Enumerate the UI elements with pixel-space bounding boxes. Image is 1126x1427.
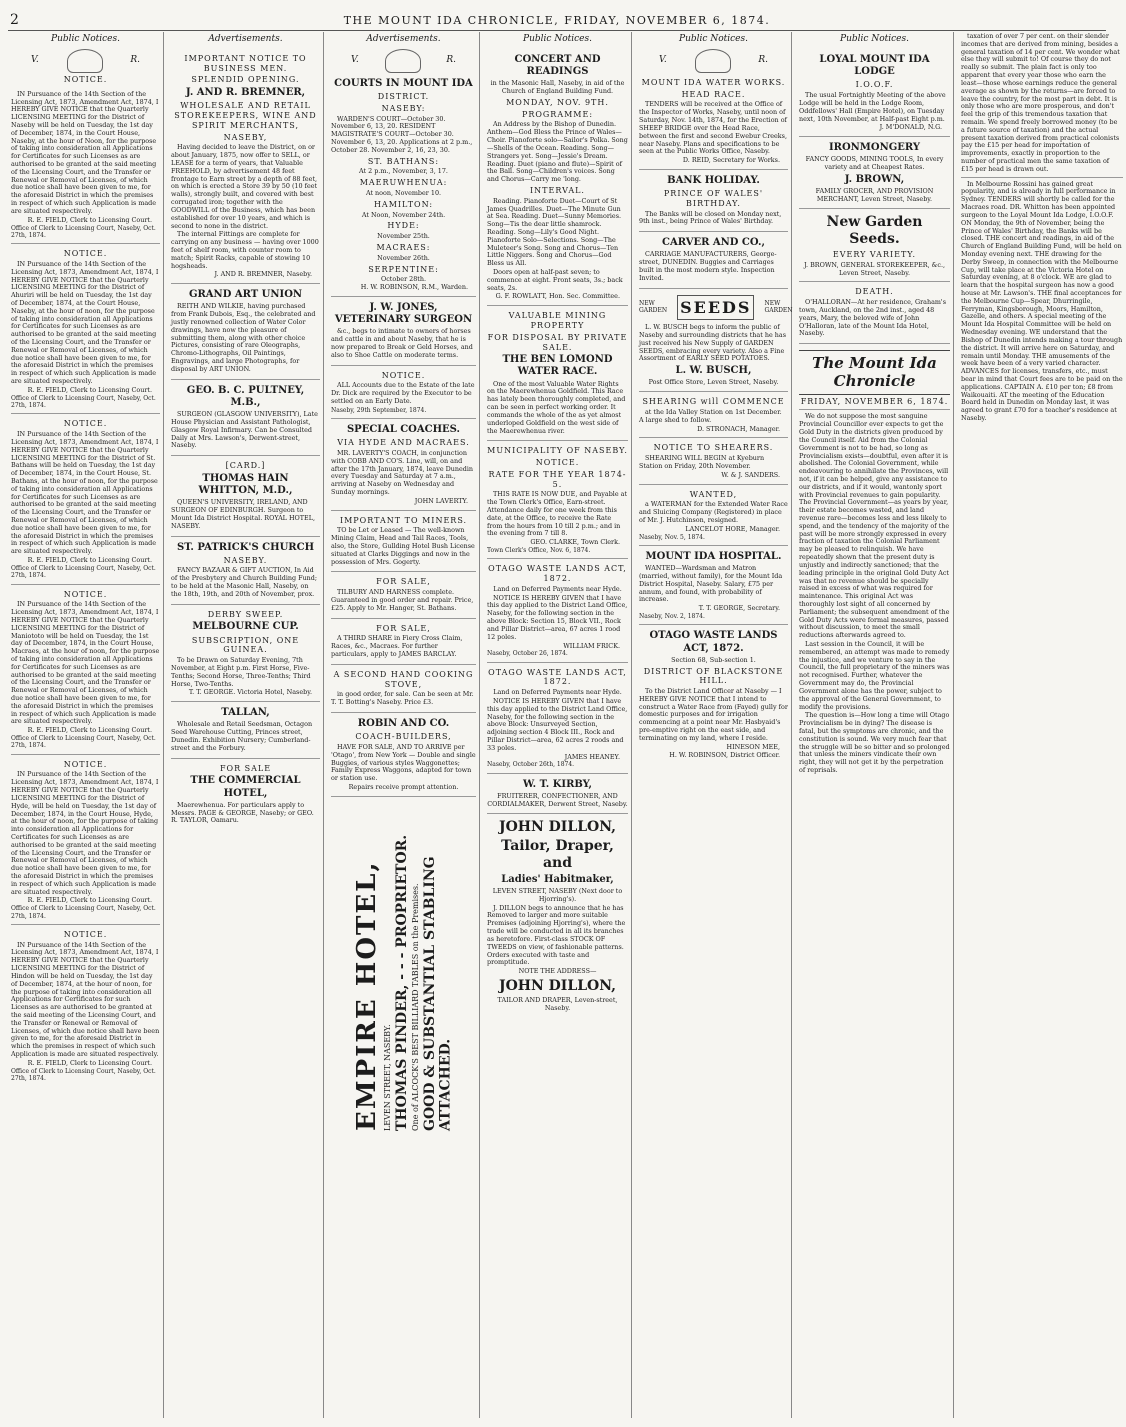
ad-footer: TAILOR AND DRAPER, Leven-street, Naseby. bbox=[497, 996, 618, 1012]
ad-body: The usual Fortnightly Meeting of the above Lodge will be held in the Lodge Room, Oddfellows' Hall (Empire Hotel), on Tuesday next, 10th November, at Half-past Eight p.m. bbox=[799, 91, 946, 123]
royal-crest bbox=[331, 49, 476, 73]
firm-trade: WHOLESALE AND RETAIL STOREKEEPERS, WINE AND SPIRIT MERCHANTS, bbox=[174, 101, 317, 130]
ad-body: The internal Fittings are complete for carrying on any business — having over 1000 feet of shelf room, with counter room to match; Spirit Racks, capable of stowing 10 hogsheads. bbox=[171, 230, 319, 270]
ad-body: NOTICE IS HEREBY GIVEN that I have this day applied to the District Land Office, Naseby, for the following section in the above Block: Unsurveyed Section, adjoining section 4 Block III., Rock and Pillar District—area, 62 acres 2 roods and 33 poles. bbox=[487, 696, 628, 752]
coat-of-arms-icon bbox=[695, 49, 731, 73]
ad-subtitle: Land on Deferred Payments near Hyde. bbox=[493, 584, 622, 593]
firm-place: NASEBY, bbox=[223, 132, 268, 142]
notice-signature: R. E. FIELD, Clerk to Licensing Court. bbox=[27, 215, 152, 224]
court-place: HAMILTON: bbox=[373, 199, 434, 209]
robin-coachbuilders bbox=[331, 713, 476, 797]
concert-date: MONDAY, NOV. 9TH. bbox=[506, 97, 609, 107]
notice-title: NOTICE. bbox=[63, 419, 108, 429]
notice-title: NOTICE. bbox=[63, 759, 108, 769]
ad-signature: JAMES HEANEY. bbox=[564, 752, 620, 761]
ad-name: MELBOURNE CUP. bbox=[192, 621, 299, 633]
ad-title: GEO. B. C. PULTNEY, M.B., bbox=[186, 384, 305, 408]
ad-subtitle: in the Masonic Hall, Naseby, in aid of the Church of England Building Fund. bbox=[490, 79, 625, 96]
ad-title: GRAND ART UNION bbox=[188, 289, 303, 301]
interval-heading: INTERVAL. bbox=[530, 185, 585, 195]
ad-title: W. T. KIRBY, bbox=[522, 778, 593, 790]
ad-signature: J. AND R. BREMNER, Naseby. bbox=[214, 270, 312, 279]
ad-footer: FAMILY GROCER, AND PROVISION MERCHANT, Leven Street, Naseby. bbox=[815, 187, 934, 203]
ad-body: To be Drawn on Saturday Evening, 7th November, at Eight p.m. First Horse, Five-Tenths; Second Horse, Three-Tenths; Third Horse, Two-Tenths. bbox=[171, 656, 311, 688]
ad-date: Naseby, October 26th, 1874. bbox=[487, 761, 575, 769]
ad-title: FOR SALE, bbox=[376, 577, 431, 587]
ad-title: DERBY SWEEP. bbox=[207, 609, 284, 619]
ad-title: New Garden Seeds. bbox=[826, 213, 923, 247]
notice-title: NOTICE. bbox=[63, 589, 108, 599]
ad-place: NASEBY. bbox=[223, 555, 268, 565]
ad-body: To the District Land Officer at Naseby — I HEREBY GIVE NOTICE that I intend to construct a Water Race from (Fayed) gully for domestic purposes and for irrigation commencing at a point near Mr. Hasbyaid's pre-emptive right on the east side, and terminating on my land, where I reside. bbox=[639, 687, 788, 742]
notice-office: Office of Clerk to Licensing Court, Naseby, Oct. 27th, 1874. bbox=[11, 564, 156, 580]
column-6 bbox=[796, 32, 954, 1418]
ad-body: The Banks will be closed on Monday next, 9th inst., being Prince of Wales' Birthday. bbox=[639, 209, 782, 226]
ad-signature: T. T. GEORGE, Secretary. bbox=[698, 604, 780, 613]
ad-title: IMPORTANT NOTICE TO BUSINESS MEN. bbox=[184, 53, 307, 73]
ad-title: OTAGO WASTE LANDS ACT, 1872. bbox=[488, 564, 627, 584]
tilbury-sale bbox=[331, 572, 476, 618]
ad-subtitle: SUBSCRIPTION, ONE GUINEA. bbox=[191, 635, 300, 655]
ad-title: IRONMONGERY bbox=[828, 142, 921, 154]
ad-title: THOMAS HAIN WHITTON, M.D., bbox=[198, 472, 293, 497]
lodge-notice bbox=[799, 49, 950, 137]
ad-signature: J. BROWN, bbox=[844, 173, 905, 185]
ad-body: MR. LAVERTY'S COACH, in conjunction with COBB AND CO'S. Line, will, on and after the 17th January, 1874, leave Dunedin every Tuesday and Saturday at 7 a.m., arriving at Naseby on Wednesday and Sunday mornings. bbox=[331, 448, 474, 497]
ad-name: JOHN DILLON, bbox=[498, 977, 617, 994]
ad-title: MUNICIPALITY OF NASEBY. bbox=[487, 446, 628, 456]
court-date: October 28th. bbox=[380, 275, 427, 284]
notice-text: IN Pursuance of the 14th Section of the Licensing Act, 1873, Amendment Act, 1874, I HEREBY GIVE NOTICE that the Quarterly LICENSING MEETING for the District of Hindon will be held on Tuesday, the 1st day of December, 1874, at the hour of noon, for the purpose of taking into consideration all Applications for Certificates for such Licenses as are authorised to be granted at the said meeting of the Licensing Court, and the Transfer or Renewal or Removal of Licenses, of which due notice shall have been given to me, for the aforesaid District in which the premises in respect of which such Application is made are situated respectively. bbox=[11, 940, 160, 1059]
ad-body: THIS RATE IS NOW DUE, and Payable at the Town Clerk's Office, Earn-street. Attendance daily for one week from this date, at the Office, to receive the Rate from the hours from 10 till 2 p.m.; and in the evening from 7 till 8. bbox=[487, 490, 628, 538]
ad-title: OTAGO WASTE LANDS ACT, 1872. bbox=[488, 667, 627, 687]
licensing-notice bbox=[11, 414, 160, 584]
editorial-paragraph: Last session in the Council, it will be remembered, an attempt was made to remedy the injustice, and we venture to say in the Council, the full proprietary of the miners was not recognised. Further, whatever the Government may do, the Provincial Government alone has the power, subject to the approval of the General Government, to modify the provisions. bbox=[799, 640, 950, 711]
ad-subtitle: PRINCE OF WALES' BIRTHDAY. bbox=[663, 189, 764, 208]
ad-title: OTAGO WASTE LANDS ACT, 1872. bbox=[649, 630, 778, 654]
ad-body: L. W. BUSCH begs to inform the public of Naseby and surrounding districts that he has just received his New Supply of GARDEN SEEDS, embracing every variety. Also a Fine Assortment of EARLY SEED POTATOES. bbox=[639, 323, 786, 363]
ad-body: SURGEON (GLASGOW UNIVERSITY), Late House Physician and Assistant Pathologist, Glasgow Royal Infirmary. Can be Consulted Daily at Mrs. Lawson's, Derwent-street, Naseby. bbox=[171, 410, 318, 450]
notice-office: Office of Clerk to Licensing Court, Naseby, Oct. 27th, 1874. bbox=[11, 394, 156, 410]
licensing-notice bbox=[11, 925, 160, 1086]
column-2 bbox=[168, 32, 324, 1418]
ad-subtitle: I.O.O.F. bbox=[855, 80, 894, 90]
ad-title: A SECOND HAND COOKING STOVE, bbox=[333, 669, 474, 689]
ad-title: NOTICE. bbox=[381, 370, 426, 380]
court-date: At noon, November 10. bbox=[365, 189, 442, 198]
ad-subtitle: DISTRICT. bbox=[377, 92, 430, 102]
ad-title: CONCERT AND READINGS bbox=[514, 53, 601, 78]
programme-items: An Address by the Bishop of Dunedin. Anthem—God Bless the Prince of Wales—Choir. Pianoforte solo—Sailor's Polka. Song—Shells of the Ocean. Reading. Song—Strangers yet. Song—Jessie's Dream. Reading. Duet (piano and flute)—Spirit of the Ball. Song—Children's voices. Song and Chorus—Carry me 'long. bbox=[487, 120, 628, 184]
notice-title: NOTICE. bbox=[63, 74, 108, 84]
ad-signature: WILLIAM FRICK. bbox=[563, 641, 620, 650]
ad-signature: D. STRONACH, Manager. bbox=[697, 424, 780, 433]
ad-footer: Repairs receive prompt attention. bbox=[348, 782, 459, 791]
newspaper-columns bbox=[8, 32, 1123, 1418]
ad-title: CARVER AND CO., bbox=[662, 237, 765, 249]
ad-subtitle: Section 68, Sub-section 1. bbox=[671, 655, 756, 664]
court-date: November 26th. bbox=[377, 253, 430, 262]
notice-signature: R. E. FIELD, Clerk to Licensing Court. bbox=[27, 896, 152, 905]
notice-office: Office of Clerk to Licensing Court, Naseby, Oct. 27th, 1874. bbox=[11, 1067, 156, 1082]
column-1 bbox=[8, 32, 164, 1418]
veterinary-advertisement bbox=[331, 297, 476, 366]
ad-signature: LANCELOT HORE, Manager. bbox=[685, 524, 780, 533]
ad-body: Maerewhenua. For particulars apply to Messrs. PAGE & GEORGE, Naseby; or GEO. R. TAYLOR, Oamaru. bbox=[171, 800, 314, 825]
column-3 bbox=[328, 32, 480, 1418]
hotel-stabling: GOOD & SUBSTANTIAL STABLING ATTACHED. bbox=[421, 856, 454, 1131]
seeds-title: SEEDS bbox=[677, 295, 754, 321]
hotel-owner: THOMAS PINDER, - - - PROPRIETOR. bbox=[393, 834, 410, 1131]
ad-body: CARRIAGE MANUFACTURERS, George-street, DUNEDIN. Buggies and Carriages built in the most modern style. Inspection Invited. bbox=[639, 250, 777, 282]
ad-signature: T. T. GEORGE. Victoria Hotel, Naseby. bbox=[188, 688, 312, 697]
shearers-notice bbox=[639, 438, 788, 484]
coaches-advertisement bbox=[331, 419, 476, 511]
royal-crest bbox=[11, 49, 160, 73]
ad-place: LEVEN STREET, NASEBY (Next door to Hjorring's). bbox=[492, 887, 623, 903]
ad-date: Town Clerk's Office, Nov. 6, 1874. bbox=[487, 547, 591, 555]
editorial-paragraph: The question is—How long a time will Otago Provincialism be in dying? The disease is fatal, but the symptoms are chronic, and the constitution is sound. We very much fear that the struggle will be so bitter and so prolonged that unless the miners vindicate their own right, they will not get it by the perpetration of reprisals. bbox=[799, 711, 950, 775]
notice-text: IN Pursuance of the 14th Section of the Licensing Act, 1873, Amendment Act, 1874, I HEREBY GIVE NOTICE that the Quarterly LICENSING MEETING for the District of Naseby will be held on Tuesday, the 1st day of December, 1874, in the Court House, Naseby, at the hour of Noon, for the purpose of taking into consideration all Applications for Certificates for such Licenses as are authorised to be granted at the said meeting of the Licensing Court, and the Transfer or Renewal or Removal of Licenses, of which due notice shall have been given to me, for the aforesaid District in which the premises in respect of which such Application is made are situated respectively. bbox=[11, 89, 159, 215]
column-heading: Advertisements. bbox=[208, 34, 283, 44]
licensing-notice bbox=[11, 244, 160, 414]
ad-body: FANCY GOODS, MINING TOOLS, In every variety and at Cheapest Rates. bbox=[805, 155, 944, 172]
rate-notice bbox=[487, 441, 628, 559]
ad-body: a WATERMAN for the Extended Water Race and Sluicing Company (Registered) in place of Mr. J. Hutchinson, resigned. bbox=[639, 500, 788, 525]
hotel-street: LEVEN STREET, NASEBY. bbox=[382, 1024, 392, 1131]
column-4 bbox=[484, 32, 632, 1418]
ad-title: MOUNT IDA HOSPITAL. bbox=[645, 550, 782, 562]
ad-body: TILBURY AND HARNESS complete. Guaranteed in good order and repair. Price, £25. Apply to Mr. Hanger, St. Bathans. bbox=[331, 588, 474, 612]
ad-body: Wholesale and Retail Seedsman, Octagon Seed Warehouse Cutting, Princes street, Dunedin. Exhibition Nursery; Cumberland-street and the Forbury. bbox=[171, 720, 313, 752]
seeds-right: NEW GARDEN bbox=[764, 300, 793, 315]
hotel-tables: One of ALCOCK'S BEST BILLIARD TABLES on the Premises. bbox=[411, 883, 421, 1131]
whitton-card bbox=[171, 456, 320, 536]
ad-name: RATE FOR THE YEAR 1874-5. bbox=[488, 469, 627, 489]
carver-advertisement bbox=[639, 232, 788, 288]
ad-name: THE BEN LOMOND WATER RACE. bbox=[502, 354, 613, 378]
ad-body: SHEARING WILL BEGIN at Kyeburn Station on Friday, 20th November. bbox=[639, 454, 765, 471]
notice-signature: R. E. FIELD, Clerk to Licensing Court. bbox=[27, 385, 152, 394]
card-label: [CARD.] bbox=[225, 461, 266, 471]
ad-name: THE COMMERCIAL HOTEL, bbox=[190, 775, 301, 799]
crest-left-letter: V. bbox=[31, 55, 39, 66]
ad-title: MOUNT IDA WATER WORKS. bbox=[641, 77, 786, 87]
programme-heading: PROGRAMME: bbox=[521, 109, 594, 119]
ad-note: NOTE THE ADDRESS— bbox=[518, 967, 597, 976]
death-notice bbox=[799, 282, 950, 344]
kirby-advertisement bbox=[487, 774, 628, 814]
masthead: THE MOUNT IDA CHRONICLE, FRIDAY, NOVEMBER 6, 1874. bbox=[343, 14, 771, 27]
column-7 bbox=[958, 32, 1126, 1418]
art-union-advertisement bbox=[171, 284, 320, 380]
ad-title: SHEARING will COMMENCE bbox=[642, 397, 785, 407]
notice-text: IN Pursuance of the 14th Section of the Licensing Act, 1873, Amendment Act, 1874, I HEREBY GIVE NOTICE that the Quarterly LICENSING MEETING for the District of Ahuriri will be held on Tuesday, the 1st day of December, 1874, at the Court House, Naseby, at the hour of noon, for the purpose of taking into consideration all Applications for Certificates for such Licenses as are authorised to be granted at the said meeting of the Licensing Court, and the Transfer or Renewal or Removal of Licenses, of which due notice shall have been given to me, for the aforesaid District in which the premises in respect of which such Application is made are situated respectively. bbox=[11, 259, 159, 386]
ad-date: Naseby, Nov. 5, 1874. bbox=[639, 533, 705, 541]
notice-text: IN Pursuance of the 14th Section of the Licensing Act, 1873, Amendment Act, 1874, I HEREBY GIVE NOTICE that the Quarterly LICENSING MEETING for the District of Hyde, will be held on Tuesday, the 1st day of December, 1874, in the Court House, Hyde, at the hour of noon, for the purpose of taking into consideration all Applications for Certificates for such Licenses as are authorised to be granted at the said meeting of the Licensing Court, and the Transfer or Renewal or Removal of Licenses, of which due notice shall have been given to me, for the aforesaid District in which the premises in respect of which such Application is made are situated respectively. bbox=[11, 770, 159, 896]
waste-lands-notice bbox=[487, 663, 628, 774]
stove-sale bbox=[331, 665, 476, 713]
crest-right-letter: R. bbox=[758, 55, 768, 66]
ad-subtitle: VIA HYDE AND MACRAES. bbox=[337, 438, 470, 448]
ad-body: TENDERS will be received at the Office of the Inspector of Works, Naseby, until noon of Saturday, Nov. 14th, 1874, for the Erection of SHEEP BRIDGE over the Head Race, between the first and second Ewebur Creeks, near Naseby. Plans and specifications to be seen at the Public Works Office, Naseby. bbox=[639, 100, 787, 156]
divider bbox=[799, 409, 950, 410]
firm-name: J. AND R. BREMNER, bbox=[185, 87, 306, 99]
ad-title: WANTED, bbox=[689, 489, 738, 499]
ad-date: Naseby, October 26, 1874. bbox=[487, 650, 568, 658]
pultney-advertisement bbox=[171, 380, 320, 456]
courts-notice bbox=[331, 73, 476, 297]
ad-subtitle: SPLENDID OPENING. bbox=[191, 75, 300, 85]
seeds-left: NEW GARDEN bbox=[639, 300, 668, 315]
derby-sweep-advertisement bbox=[171, 605, 320, 703]
licensing-notice bbox=[11, 755, 160, 925]
ad-officer: H. W. ROBINSON, District Officer. bbox=[669, 750, 780, 759]
notice-title: NOTICE. bbox=[63, 929, 108, 939]
ad-subtitle: COACH-BUILDERS, bbox=[355, 732, 452, 742]
licensing-notice bbox=[11, 585, 160, 755]
ad-title: BANK HOLIDAY. bbox=[667, 174, 760, 186]
ad-body: Having decided to leave the District, on or about January, 1875, now offer to SELL, or LEASE for a term of years, that Valuable FREEHOLD, by advertisement 48 feet frontage to Earn street by a depth of 88 feet, on which is erected a Store 39 by 50 (10 feet walls), strongly built, and covered with best corrugated iron; together with the GOODWILL of the Business, which has been established for over 10 years, and which is second to none in the district. bbox=[171, 143, 318, 230]
hospital-notice bbox=[639, 546, 788, 625]
ad-date: Naseby, 29th September, 1874. bbox=[331, 406, 427, 414]
court-date: November 25th. bbox=[377, 232, 430, 241]
ad-body: ALL Accounts due to the Estate of the late Dr. Dick are required by the Executor to be settled on an Early Date. bbox=[331, 381, 475, 405]
water-race-notice bbox=[639, 625, 788, 763]
ad-title: Tailor, Draper, and bbox=[501, 837, 614, 871]
church-bazaar-advertisement bbox=[171, 537, 320, 605]
ad-subtitle: EVERY VARIETY. bbox=[832, 249, 917, 259]
ad-title: VALUABLE MINING PROPERTY bbox=[508, 311, 607, 331]
ad-signature: J. BROWN, GENERAL STOREKEEPER, &c., Leven Street, Naseby. bbox=[803, 260, 946, 277]
notice-office: Office of Clerk to Licensing Court, Naseby, Oct. 27th, 1874. bbox=[11, 735, 156, 750]
crest-right-letter: R. bbox=[446, 55, 456, 66]
court-place: MAERUWHENUA: bbox=[359, 178, 448, 188]
notice-office: Office of Clerk to Licensing Court, Naseby, Oct. 27th, 1874. bbox=[11, 905, 156, 920]
ad-body: NOTICE IS HEREBY GIVEN that I have this day applied to the District Land Office, Naseby, for the following section in the above Block: Section 15, Block VII., Rock and Pillar District—area, 67 acres 1 rood 12 poles. bbox=[487, 593, 628, 641]
ad-subtitle: Ladies' Habitmaker, bbox=[501, 873, 614, 885]
court-place: ST. BATHANS: bbox=[367, 156, 440, 166]
busch-seeds-advertisement bbox=[639, 289, 793, 393]
editorial-continuation: taxation of over 7 per cent. on their slender incomes that are derived from mining, besides a general taxation of 14 per cent. We wonder what else they will submit to! Of course they do not really so submit. The plain fact is only too apparent that every year those who earn the least—those whose earnings reduce the general average as shown by the returns—are forced to leave the country, for the most part in debt. It is only those who are more prosperous, and don't feel the grip of this tremendous taxation that remain. We spend freely borrowed money (to be a future source of taxation) and the actual present taxation derived from practical colonists pay the £15 per head for importation of improvements, exactly in proportion to the number of practical men the same taxation of £15 per head is drawn out. bbox=[961, 32, 1120, 173]
ad-subtitle: FOR DISPOSAL BY PRIVATE SALE. bbox=[487, 332, 628, 352]
editorial-paragraph: We do not suppose the most sanguine Provincial Councillor ever expects to get the Gold Duty in the districts given produced by the Council itself. Aid from the Colonial Government is not to be had, so long as Provincialism exists—doubtful, even after it is abolished. The Colonial Government, while endeavouring to annihilate the Provinces, will not, if it can be helped, give any assistance to our districts, and if it would, wantonly sport with Provincial revenues to gain popularity. The Provincial Government—as years by year, their estate becomes wasted, and land revenue rare—becomes less and less likely to spend, and the tendency of the majority of the past will be more strongly expressed in every fraction of taxation the Colonial Parliament may be pleased to relinquish. We have repeatedly shown that the present duty is unjustly and indirectly sanctioned; that the leading principle in the original Gold Duty Act was that no revenue should be specially raised in excess of what was required for maintenance. This original Act was thoroughly lost sight of all concerned by Parliament; the subsequent amendment of the Gold Duty Acts were formal measures, passed without discussion, to meet the small reductions afterwards agreed to. bbox=[799, 412, 950, 640]
newspaper-date: FRIDAY, NOVEMBER 6, 1874. bbox=[800, 396, 949, 406]
court-place: MACRAES: bbox=[376, 242, 431, 252]
ad-title: FOR SALE bbox=[219, 763, 272, 773]
ad-body: &c., begs to intimate to owners of horses and cattle in and about Naseby, that he is now prepared to Break or Geld Horses, and also to Shoe Cattle on moderate terms. bbox=[331, 327, 473, 359]
crest-left-letter: V. bbox=[659, 55, 667, 66]
garden-seeds-advertisement bbox=[799, 209, 950, 283]
ad-name: JOHN DILLON, bbox=[498, 818, 617, 835]
ad-signature: GEO. CLARKE, Town Clerk. bbox=[530, 538, 620, 547]
notice-signature: R. E. FIELD, Clerk to Licensing Court. bbox=[27, 1058, 152, 1067]
tallan-advertisement bbox=[171, 702, 320, 758]
column-5 bbox=[636, 32, 792, 1418]
ad-title: FOR SALE, bbox=[376, 623, 431, 633]
ad-body: One of the most Valuable Water Rights on the Maerewhenua Goldfield. This Race has lately been thoroughly completed, and can be seen in perfect working order. It commands the whole of the as yet almost underloped Goldfield on the west side of the Maerewhenua river. bbox=[487, 379, 626, 435]
masthead-rule bbox=[8, 30, 1106, 31]
ad-title: J. W. JONES, VETERINARY SURGEON bbox=[334, 301, 473, 326]
ad-body: O'HALLORAN—At her residence, Graham's town, Auckland, on the 2nd inst., aged 48 years, Mary, the beloved wife of John O'Halloran, late of the Mount Ida Hotel, Naseby. bbox=[799, 298, 946, 338]
ad-title: ST. PATRICK'S CHURCH bbox=[176, 541, 315, 553]
coat-of-arms-icon bbox=[385, 49, 421, 73]
estate-notice bbox=[331, 366, 476, 420]
newspaper-title: The Mount Ida Chronicle bbox=[799, 350, 950, 395]
ad-title: COURTS IN MOUNT IDA bbox=[334, 77, 473, 89]
court-date: At 2 p.m., November, 3, 17. bbox=[359, 167, 448, 176]
ad-body: WANTED—Wardsman and Matron (married, without family), for the Mount Ida District Hospital, Naseby. Salary, £75 per annum, and found, with probability of increase. bbox=[639, 564, 783, 604]
column-heading: Public Notices. bbox=[523, 34, 592, 44]
waterman-wanted bbox=[639, 485, 788, 546]
royal-crest bbox=[639, 49, 788, 73]
hotel-name: EMPIRE HOTEL, bbox=[352, 860, 383, 1131]
programme-items: Reading. Pianoforte Duet—Court of St James Quadrilles. Duet—The Minute Gun at Sea. Reading. Duet—Sunny Memories. Song—Tis the dear little shamrock. Reading. Song—Lily's Good Night. Pianoforte Solo—Selections. Song—The Muleteer's Song. Song and Chorus—Ten Little Niggers. Song and Chorus—God Bless us All. bbox=[487, 196, 622, 268]
column-heading: Advertisements. bbox=[366, 34, 441, 44]
water-works-tender bbox=[639, 73, 788, 170]
ad-subtitle: Land on Deferred Payments near Hyde. bbox=[493, 688, 622, 697]
notice-title: NOTICE. bbox=[63, 249, 108, 259]
ad-body: HAVE FOR SALE, AND TO ARRIVE per 'Otago', from New York — Double and single Buggies, of various styles Waggonettes; Family Express Waggons, adapted for town or station use. bbox=[331, 742, 476, 783]
ad-signature: G. F. ROWLATT, Hon. Sec. Committee. bbox=[495, 292, 620, 301]
court-place: SERPENTINE: bbox=[368, 264, 439, 274]
crest-right-letter: R. bbox=[130, 55, 140, 66]
ad-subtitle: HEAD RACE. bbox=[681, 89, 746, 99]
column-heading: Public Notices. bbox=[840, 34, 909, 44]
miners-notice bbox=[331, 511, 476, 573]
seeds-banner bbox=[639, 292, 793, 324]
ad-title: IMPORTANT TO MINERS. bbox=[339, 515, 468, 525]
ad-body: A THIRD SHARE in Fiery Cross Claim, Races, &c., Macraes. For further particulars, apply to JAMES BARCLAY. bbox=[331, 634, 463, 659]
local-news: In Melbourne Rossini has gained great popularity, and is already in full performance in Sydney. TENDERS will shortly be called for the Macraes road. DR. Whitton has been appointed surgeon to the Loyal Mount Ida Lodge, I.O.O.F. ON Monday, the 9th of November, being the Prince of Wales' Birthday, the Banks will be closed. THE concert and readings, in aid of the Church of England Building Fund, will be held on Monday evening next. THE drawing for the Derby Sweep, in connection with the Melbourne Cup, will take place at the Victoria Hotel on Saturday evening, at 8 o'clock. WE are glad to learn that the hospital surgeon has now a good house at Mr. Lawson's. THE final acceptances for the Melbourne Cup—Spear, Dhurringile, Ferryman, Kingsborough, Moors, Hamilton, Gazelle, and others. A special meeting of the Mount Ida Hospital Committee will be held on Wednesday evening. WE understand that the Bishop of Dunedin intends making a tour through the district. It will arrive here on Saturday, and remain until Monday. THE amusements of the week have been of a very varied character. ADVANCES for licenses, transfers, etc., must bear in mind that Court fees are to be paid on the applications. CAPTAIN A. £10 per ton; £8 from Waikouaiti. AT the meeting of the Education Board held in Dunedin on Monday last, it was agreed to grant £70 for a teacher's residence at Naseby. bbox=[961, 179, 1123, 422]
page-number: 2 bbox=[10, 12, 19, 28]
column-heading: Public Notices. bbox=[51, 34, 120, 44]
share-sale bbox=[331, 619, 476, 665]
notice-text: IN Pursuance of the 14th Section of the Licensing Act, 1873, Amendment Act, 1874, I HEREBY GIVE NOTICE that the Quarterly LICENSING MEETING for the District of Maniototo will be held on Tuesday, the 1st day of December, 1874, in the Court House, Macraes, at the hour of noon, for the purpose of taking into consideration all Applications for Certificates for such Licenses as are authorised to be granted at the said meeting of the Licensing Court, and the Transfer or Renewal or Removal of Licenses, of which due notice shall have been given to me, for the aforesaid District in which the premises in respect of which such Application is made are situated respectively. bbox=[11, 600, 160, 726]
bremner-advertisement bbox=[171, 49, 320, 284]
ad-body: WARDEN'S COURT—October 30. November 6, 13, 20. RESIDENT MAGISTRATE'S COURT—October 30. November 6, 13, 20. Applications at 2 p.m., October 28. November 2, 16, 23, 30. bbox=[331, 114, 473, 154]
court-place: NASEBY: bbox=[381, 103, 426, 113]
ad-date: Naseby, Nov. 2, 1874. bbox=[639, 613, 705, 621]
court-date: At Noon, November 24th. bbox=[361, 210, 446, 219]
mining-property-advertisement bbox=[487, 306, 628, 441]
notice-text: IN Pursuance of the 14th Section of the Licensing Act, 1873, Amendment Act, 1874, I HEREBY GIVE NOTICE that the Quarterly LICENSING MEETING for the District of St. Bathans will be held on Tuesday, the 1st day of December, 1874, in the Court House, St. Bathans, at the hour of noon, for the purpose of taking into consideration all Applications for Certificates for such Licenses as are authorised to be granted at the said meeting of the Licensing Court, and the Transfer or Renewal or Removal of Licenses, of which due notice shall have been given to me, for the aforesaid District in which the premises in respect of which such Application is made are situated respectively. bbox=[11, 430, 159, 556]
bank-holiday-notice bbox=[639, 170, 788, 232]
ad-title: SPECIAL COACHES. bbox=[346, 424, 461, 436]
ad-body: TO be Let or Leased — The well-known Mining Claim, Head and Tail Races, Tools, also, the Store, Gullding Hotel Bush License situated at Clarks Diggings and now in the possession of Mrs. Gogerty. bbox=[331, 526, 475, 566]
concert-doors: Doors open at half-past seven; to commence at eight. Front seats, 3s.; back seats, 2s. bbox=[487, 268, 623, 292]
divider bbox=[961, 177, 1123, 178]
ad-body: FANCY BAZAAR & GIFT AUCTION, In Aid of the Presbytery and Church Building Fund; to be held at the Masonic Hall, Naseby, on the 18th, 19th, and 20th of November, prox. bbox=[171, 566, 318, 598]
ironmongery-advertisement bbox=[799, 137, 950, 209]
ad-body: J. DILLON begs to announce that he has Removed to larger and more suitable Premises (adjoining Hjorring's), where the trade will be conducted in all its branches as heretofore. First-class STOCK OF TWEEDS on view, of fashionable patterns. Orders executed with taste and promptitude. bbox=[487, 903, 626, 967]
ad-title: NOTICE TO SHEARERS. bbox=[653, 443, 774, 453]
ad-signature: HINESON MEE, bbox=[726, 742, 780, 751]
ad-subtitle: NOTICE. bbox=[535, 458, 580, 468]
commercial-hotel-advertisement bbox=[171, 759, 320, 831]
dillon-advertisement bbox=[487, 814, 628, 1017]
ad-signature: W. & J. SANDERS. bbox=[721, 470, 780, 479]
ad-body: QUEEN'S UNIVERSITY, IRELAND, AND SURGEON OF EDINBURGH. Surgeon to Mount Ida District Hospital. ROYAL HOTEL, NASEBY. bbox=[171, 498, 315, 530]
court-place: HYDE: bbox=[387, 221, 420, 231]
ad-body: REITH AND WILKIE, having purchased from Frank Dubois, Esq., the celebrated and justly renowned collection of Water Color drawings, have now the pleasure of submitting them, along with other choice Pictures, consisting of rare Oleographs, Chromo-Lithographs, Oil Paintings, Engravings, and large Photographs, for disposal by ART UNION. bbox=[171, 302, 316, 373]
ad-title: TALLAN, bbox=[221, 707, 270, 719]
shearing-notice bbox=[639, 392, 788, 438]
ad-body: FRUITERER, CONFECTIONER, AND CORDIALMAKER, Derwent Street, Naseby. bbox=[487, 791, 628, 808]
notice-signature: R. E. FIELD, Clerk to Licensing Court. bbox=[27, 726, 152, 735]
column-heading: Public Notices. bbox=[679, 34, 748, 44]
licensing-notice bbox=[11, 87, 160, 244]
ad-signature: H. W. ROBINSON, R.M., Warden. bbox=[360, 283, 468, 292]
ad-title: ROBIN AND CO. bbox=[357, 717, 450, 729]
notice-office: Office of Clerk to Licensing Court, Naseby, Oct. 27th, 1874. bbox=[11, 224, 156, 239]
ad-signature: JOHN LAVERTY. bbox=[414, 496, 468, 505]
ad-body: in good order, for sale. Can be seen at Mr. T. T. Botting's Naseby. Price £3. bbox=[331, 690, 474, 707]
notice-signature: R. E. FIELD, Clerk to Licensing Court. bbox=[27, 556, 152, 565]
empire-hotel-advertisement bbox=[331, 801, 476, 1131]
ad-title: DEATH. bbox=[855, 287, 894, 297]
ad-signature: D. REID, Secretary for Works. bbox=[682, 156, 780, 165]
ad-name: DISTRICT OF BLACKSTONE HILL. bbox=[643, 666, 784, 686]
ad-signature: L. W. BUSCH, bbox=[675, 365, 752, 377]
crest-left-letter: V. bbox=[351, 55, 359, 66]
ad-footer: Post Office Store, Leven Street, Naseby. bbox=[648, 378, 779, 387]
ad-signature: J. M'DONALD, N.G. bbox=[879, 123, 942, 132]
coat-of-arms-icon bbox=[67, 49, 103, 73]
ad-body: at the Ida Valley Station on 1st December. A large shed to follow. bbox=[639, 408, 782, 424]
ad-title: LOYAL MOUNT IDA LODGE bbox=[819, 53, 930, 78]
concert-advertisement bbox=[487, 49, 628, 306]
waste-lands-notice bbox=[487, 559, 628, 662]
